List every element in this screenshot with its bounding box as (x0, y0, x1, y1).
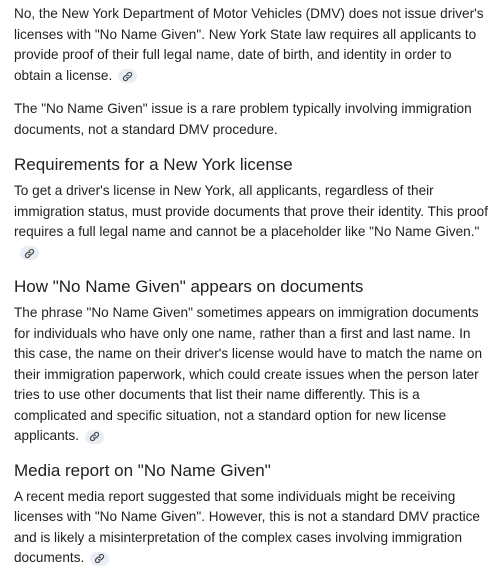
section-body-media-report (14, 487, 490, 569)
answer-paragraph-intro (14, 4, 490, 86)
how-it-appears-text: The phrase "No Name Given" sometimes appears on immigration documents for individuals who have only one name, rather than a first and last name. In this case, the name on their driver's license would have to match the name on their immigration paperwork, which could create issues when the person later tries to use other documents that list their name differently. This is a complicated and specific situation, not a standard option for new license applicants. (14, 305, 483, 443)
section-heading-how-it-appears: How "No Name Given" appears on documents (14, 277, 364, 296)
link-icon (89, 431, 100, 442)
section-body-requirements (14, 181, 490, 263)
link-icon (24, 248, 35, 259)
section-heading-requirements: Requirements for a New York license (14, 155, 293, 174)
section-body-how-it-appears (14, 303, 490, 447)
citation-link-button[interactable] (118, 69, 137, 83)
citation-link-button[interactable] (20, 246, 39, 260)
media-report-text: A recent media report suggested that some individuals might be receiving licenses with "No Name Given". However, this is not a standard DMV practice and is likely a misinterpretation of the complex cases involving immigration documents. (14, 488, 480, 565)
citation-link-button[interactable] (85, 430, 104, 444)
link-icon (122, 71, 133, 82)
requirements-text: To get a driver's license in New York, all applicants, regardless of their immigration status, must provide documents that prove their identity. This proof requires a full legal name and cannot be a placeholder like "No Name Given." (14, 183, 488, 239)
link-icon (94, 553, 105, 564)
answer-paragraph-note: The "No Name Given" issue is a rare problem typically involving immigration documents, not a standard DMV procedure. (14, 101, 472, 137)
citation-link-button[interactable] (90, 552, 109, 566)
section-heading-media-report: Media report on "No Name Given" (14, 460, 271, 480)
intro-text: No, the New York Department of Motor Vehicles (DMV) does not issue driver's licenses with "No Name Given". New York State law requires all applicants to provide proof of their full legal name, date of birth, and identity in order to obtain a license. (14, 6, 484, 83)
